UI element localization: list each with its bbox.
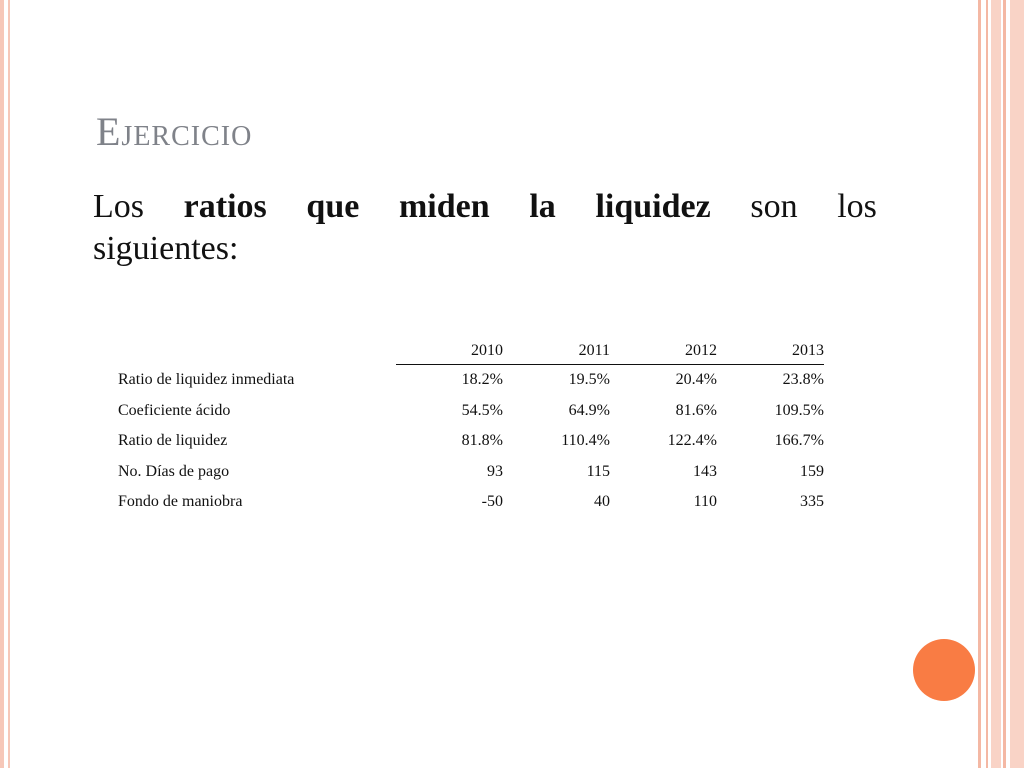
cell-value: 110.4% [561, 432, 610, 450]
intro-word-bold: liquidez [595, 188, 711, 225]
row-label: No. Días de pago [118, 462, 230, 480]
cell-value: 81.6% [675, 401, 717, 419]
cell-value: 20.4% [675, 371, 717, 389]
row-label: Coeficiente ácido [118, 401, 231, 419]
header-cell-year: 2011 [503, 338, 610, 365]
cell-value: 115 [586, 462, 610, 480]
row-label: Ratio de liquidez [118, 432, 228, 450]
table-header-row [112, 338, 824, 365]
cell-value: 110 [693, 493, 717, 511]
intro-word: Los [93, 188, 144, 225]
cell-value: -50 [481, 493, 503, 511]
left-border-line-thin [8, 0, 10, 768]
cell-value: 143 [693, 462, 717, 480]
intro-word-bold: la [529, 188, 556, 225]
intro-word: son [750, 188, 798, 225]
cell-value: 23.8% [782, 371, 824, 389]
cell-value: 40 [594, 493, 610, 511]
intro-paragraph [93, 186, 877, 270]
cell-value: 159 [800, 462, 824, 480]
cell-value: 81.8% [461, 432, 503, 450]
left-border-line [0, 0, 4, 768]
intro-word-bold: que [306, 188, 360, 225]
cell-value: 64.9% [568, 401, 610, 419]
row-label: Fondo de maniobra [118, 493, 243, 511]
cell-value: 109.5% [774, 401, 824, 419]
header-cell-empty [112, 338, 396, 365]
table-row [112, 365, 824, 396]
cell-value: 93 [487, 462, 503, 480]
intro-word: los [837, 188, 877, 225]
right-stripe [1003, 0, 1006, 768]
cell-value: 335 [800, 493, 824, 511]
table-row [112, 457, 824, 488]
cell-value: 19.5% [568, 371, 610, 389]
cell-value: 122.4% [667, 432, 717, 450]
header-cell-year: 2010 [396, 338, 503, 365]
table-row [112, 426, 824, 457]
right-stripe [1010, 0, 1024, 768]
header-cell-year: 2012 [610, 338, 717, 365]
table-row [112, 487, 824, 518]
intro-word-bold: ratios [183, 188, 267, 225]
right-stripe [978, 0, 981, 768]
table-row [112, 396, 824, 427]
intro-line-2: siguientes: [93, 230, 239, 267]
decorative-circle [913, 639, 975, 701]
intro-word-bold: miden [398, 188, 490, 225]
cell-value: 18.2% [461, 371, 503, 389]
intro-line-1 [93, 186, 877, 228]
cell-value: 54.5% [461, 401, 503, 419]
header-cell-year: 2013 [717, 338, 824, 365]
slide-title: Ejercicio [96, 109, 253, 154]
cell-value: 166.7% [774, 432, 824, 450]
liquidity-ratios-table [112, 338, 824, 518]
right-stripe [991, 0, 1001, 768]
row-label: Ratio de liquidez inmediata [118, 371, 295, 388]
right-stripe [986, 0, 988, 768]
